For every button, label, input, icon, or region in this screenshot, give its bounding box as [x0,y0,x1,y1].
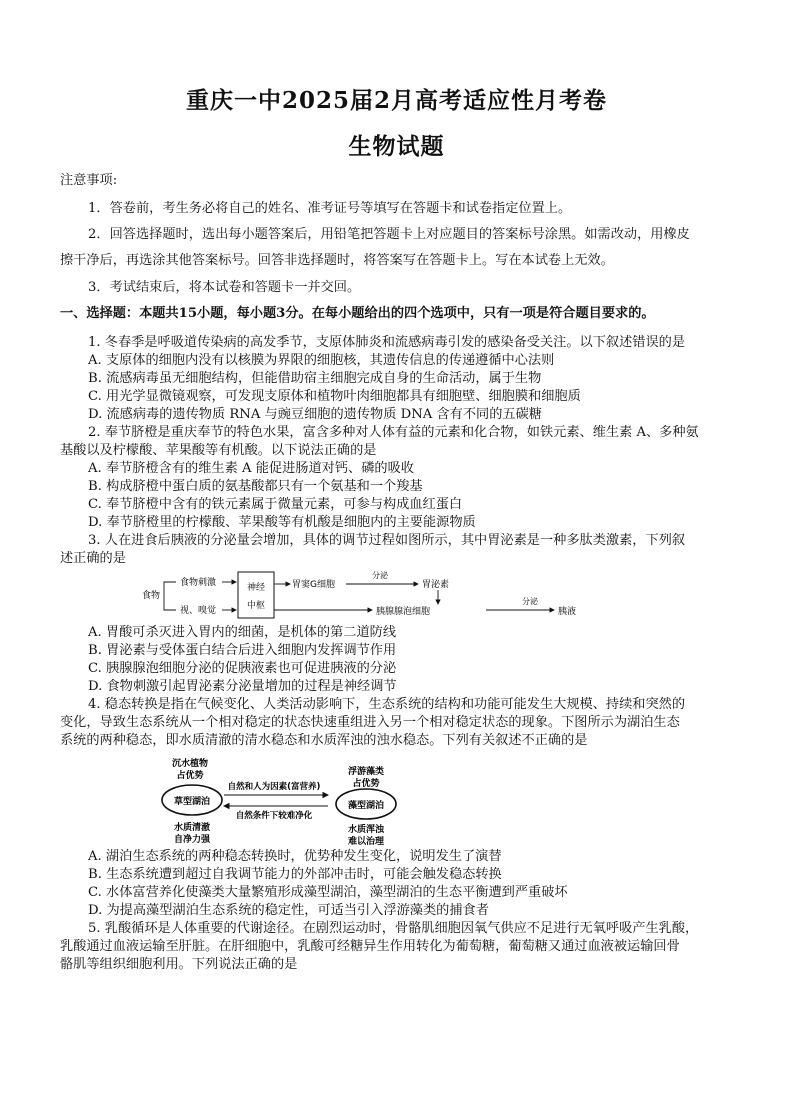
q4-right-top-line-2: 占优势 [352,779,380,789]
q3-option-a: A. 胃酸可杀灭进入胃内的细菌，是机体的第二道防线 [88,625,397,640]
q3-stem: 3. 人在进食后胰液的分泌量会增加，具体的调节过程如图所示，其中胃泌素是一种多肽类激素，下列叙 [88,533,686,548]
q4-arrow-top-label: 自然和人为因素(富营养) [227,782,321,792]
notice-item-1: 1．答卷前，考生务必将自己的姓名、准考证号等填写在答题卡和试卷指定位置上。 [88,201,572,216]
q4-stem-cont-2: 系统的两种稳态，即水质清澈的清水稳态和水质浑浊的浊水稳态。下列有关叙述不正确的是 [60,733,588,748]
q2-option-c: C. 奉节脐橙中含有的铁元素属于微量元素，可参与构成血红蛋白 [88,497,463,512]
q4-stem-cont-1: 变化，导致生态系统从一个相对稳定的状态快速重组进入另一个相对稳定状态的现象。下图所示为湖泊生态 [60,715,680,730]
q1-option-d: D. 流感病毒的遗传物质 RNA 与豌豆细胞的遗传物质 DNA 含有不同的五碳糖 [88,407,542,422]
q3-stimulus-senses: 视、嗅觉 [180,606,217,616]
q3-gastrin-label: 胃泌素 [422,580,450,590]
notice-item-2: 2．回答选择题时，选出每小题答案后，用铅笔把答题卡上对应题目的答案标号涂黑。如需改动，用橡皮 [88,227,690,242]
q4-left-bottom-line-2: 自净力强 [173,835,211,845]
q3-option-d: D. 食物刺激引起胃泌素分泌量增加的过程是神经调节 [88,679,397,694]
q4-left-top-line-2: 占优势 [176,771,204,781]
q2-option-a: A. 奉节脐橙含有的维生素 A 能促进肠道对钙、磷的吸收 [88,461,414,476]
q2-option-d: D. 奉节脐橙里的柠檬酸、苹果酸等有机酸是细胞内的主要能源物质 [88,515,476,530]
notice-item-2-cont: 擦干净后，再选涂其他答案标号。回答非选择题时，将答案写在答题卡上。写在本试卷上无效。 [60,253,614,268]
q3-option-b: B. 胃泌素与受体蛋白结合后进入细胞内发挥调节作用 [88,643,397,658]
q3-food-bracket [164,582,176,610]
q4-algae-lake-group [326,754,406,846]
q4-right-bottom-line-1: 水质浑浊 [347,825,385,835]
q3-nerve-center-box [238,572,274,618]
q1-option-b: B. 流感病毒虽无细胞结构，但能借助宿主细胞完成自身的生命活动，属于生物 [88,371,542,386]
q5-stem: 5. 乳酸循环是人体重要的代谢途径。在剧烈运动时，骨骼肌细胞因氧气供应不足进行无氧呼吸产生乳酸， [88,921,699,936]
q4-stem: 4. 稳态转换是指在气候变化、人类活动影响下，生态系统的结构和功能可能发生大规模、持续和突然的 [88,697,686,712]
q4-algae-lake-label: 藻型湖泊 [347,801,385,811]
q4-option-d: D. 为提高藻型湖泊生态系统的稳定性，可适当引入浮游藻类的捕食者 [88,903,489,918]
q4-left-top-line-1: 沉水植物 [171,759,209,769]
q3-g-cell-label: 胃窦G细胞 [292,580,335,590]
q3-food-label: 食物 [142,591,161,601]
q5-stem-cont-1: 乳酸通过血液运输至肝脏。在肝细胞中，乳酸可经糖异生作用转化为葡萄糖，葡萄糖又通过血液被运输回骨 [60,939,680,954]
exam-title: 重庆一中2025届2月高考适应性月考卷 [185,87,608,114]
q4-option-b: B. 生态系统遭到超过自我调节能力的外部冲击时，可能会触发稳态转换 [88,867,502,882]
q3-regulation-diagram [140,568,600,622]
q3-stem-cont: 述正确的是 [60,551,126,566]
q3-stimulus-food: 食物刺激 [180,578,217,588]
q5-stem-cont-2: 骼肌等组织细胞利用。下列说法正确的是 [60,957,298,972]
q4-right-top-line-1: 浮游藻类 [347,767,385,777]
q3-option-c: C. 胰腺腺泡细胞分泌的促胰液素也可促进胰液的分泌 [88,661,397,676]
q3-juice-label: 胰液 [558,607,577,617]
q1-stem: 1. 冬春季是呼吸道传染病的高发季节，支原体肺炎和流感病毒引发的感染备受关注。以下叙述错误的是 [88,335,686,350]
q3-secrete-label-2: 分泌 [522,597,538,606]
q2-option-b: B. 构成脐橙中蛋白质的氨基酸都只有一个氨基和一个羧基 [88,479,423,494]
q4-option-c: C. 水体富营养化使藻类大量繁殖形成藻型湖泊，藻型湖泊的生态平衡遭到严重破坏 [88,885,568,900]
q2-stem: 2. 奉节脐橙是重庆奉节的特色水果，富含多种对人体有益的元素和化合物，如铁元素、维生素 A、多种氨 [88,425,699,440]
q4-option-a: A. 湖泊生态系统的两种稳态转换时，优势种发生变化，说明发生了演替 [88,849,502,864]
q4-grass-lake-label: 草型湖泊 [173,797,211,807]
notice-heading: 注意事项: [60,173,118,188]
q2-stem-cont: 基酸以及柠檬酸、苹果酸等有机酸。以下说法正确的是 [60,443,377,458]
q3-center-label-bottom: 中枢 [246,601,266,611]
q4-arrow-bottom-label: 自然条件下较难净化 [235,811,313,821]
q3-secrete-label-1: 分泌 [372,571,388,580]
q3-acinar-cell-label: 胰腺腺泡细胞 [376,607,431,617]
notice-item-3: 3．考试结束后，将本试卷和答题卡一并交回。 [88,280,361,295]
q1-option-a: A. 支原体的细胞内没有以核膜为界限的细胞核，其遗传信息的传递遵循中心法则 [88,353,555,368]
section-heading: 一、选择题：本题共15小题，每小题3分。在每小题给出的四个选项中，只有一项是符合题目要求的。 [60,306,655,321]
q3-center-label-top: 神经 [246,583,266,593]
exam-subtitle: 生物试题 [348,133,445,160]
q4-right-bottom-line-2: 难以治理 [347,837,385,846]
q1-option-c: C. 用光学显微镜观察，可发现支原体和植物叶肉细胞都具有细胞壁、细胞膜和细胞质 [88,389,581,404]
q4-left-bottom-line-1: 水质清澈 [173,823,211,833]
